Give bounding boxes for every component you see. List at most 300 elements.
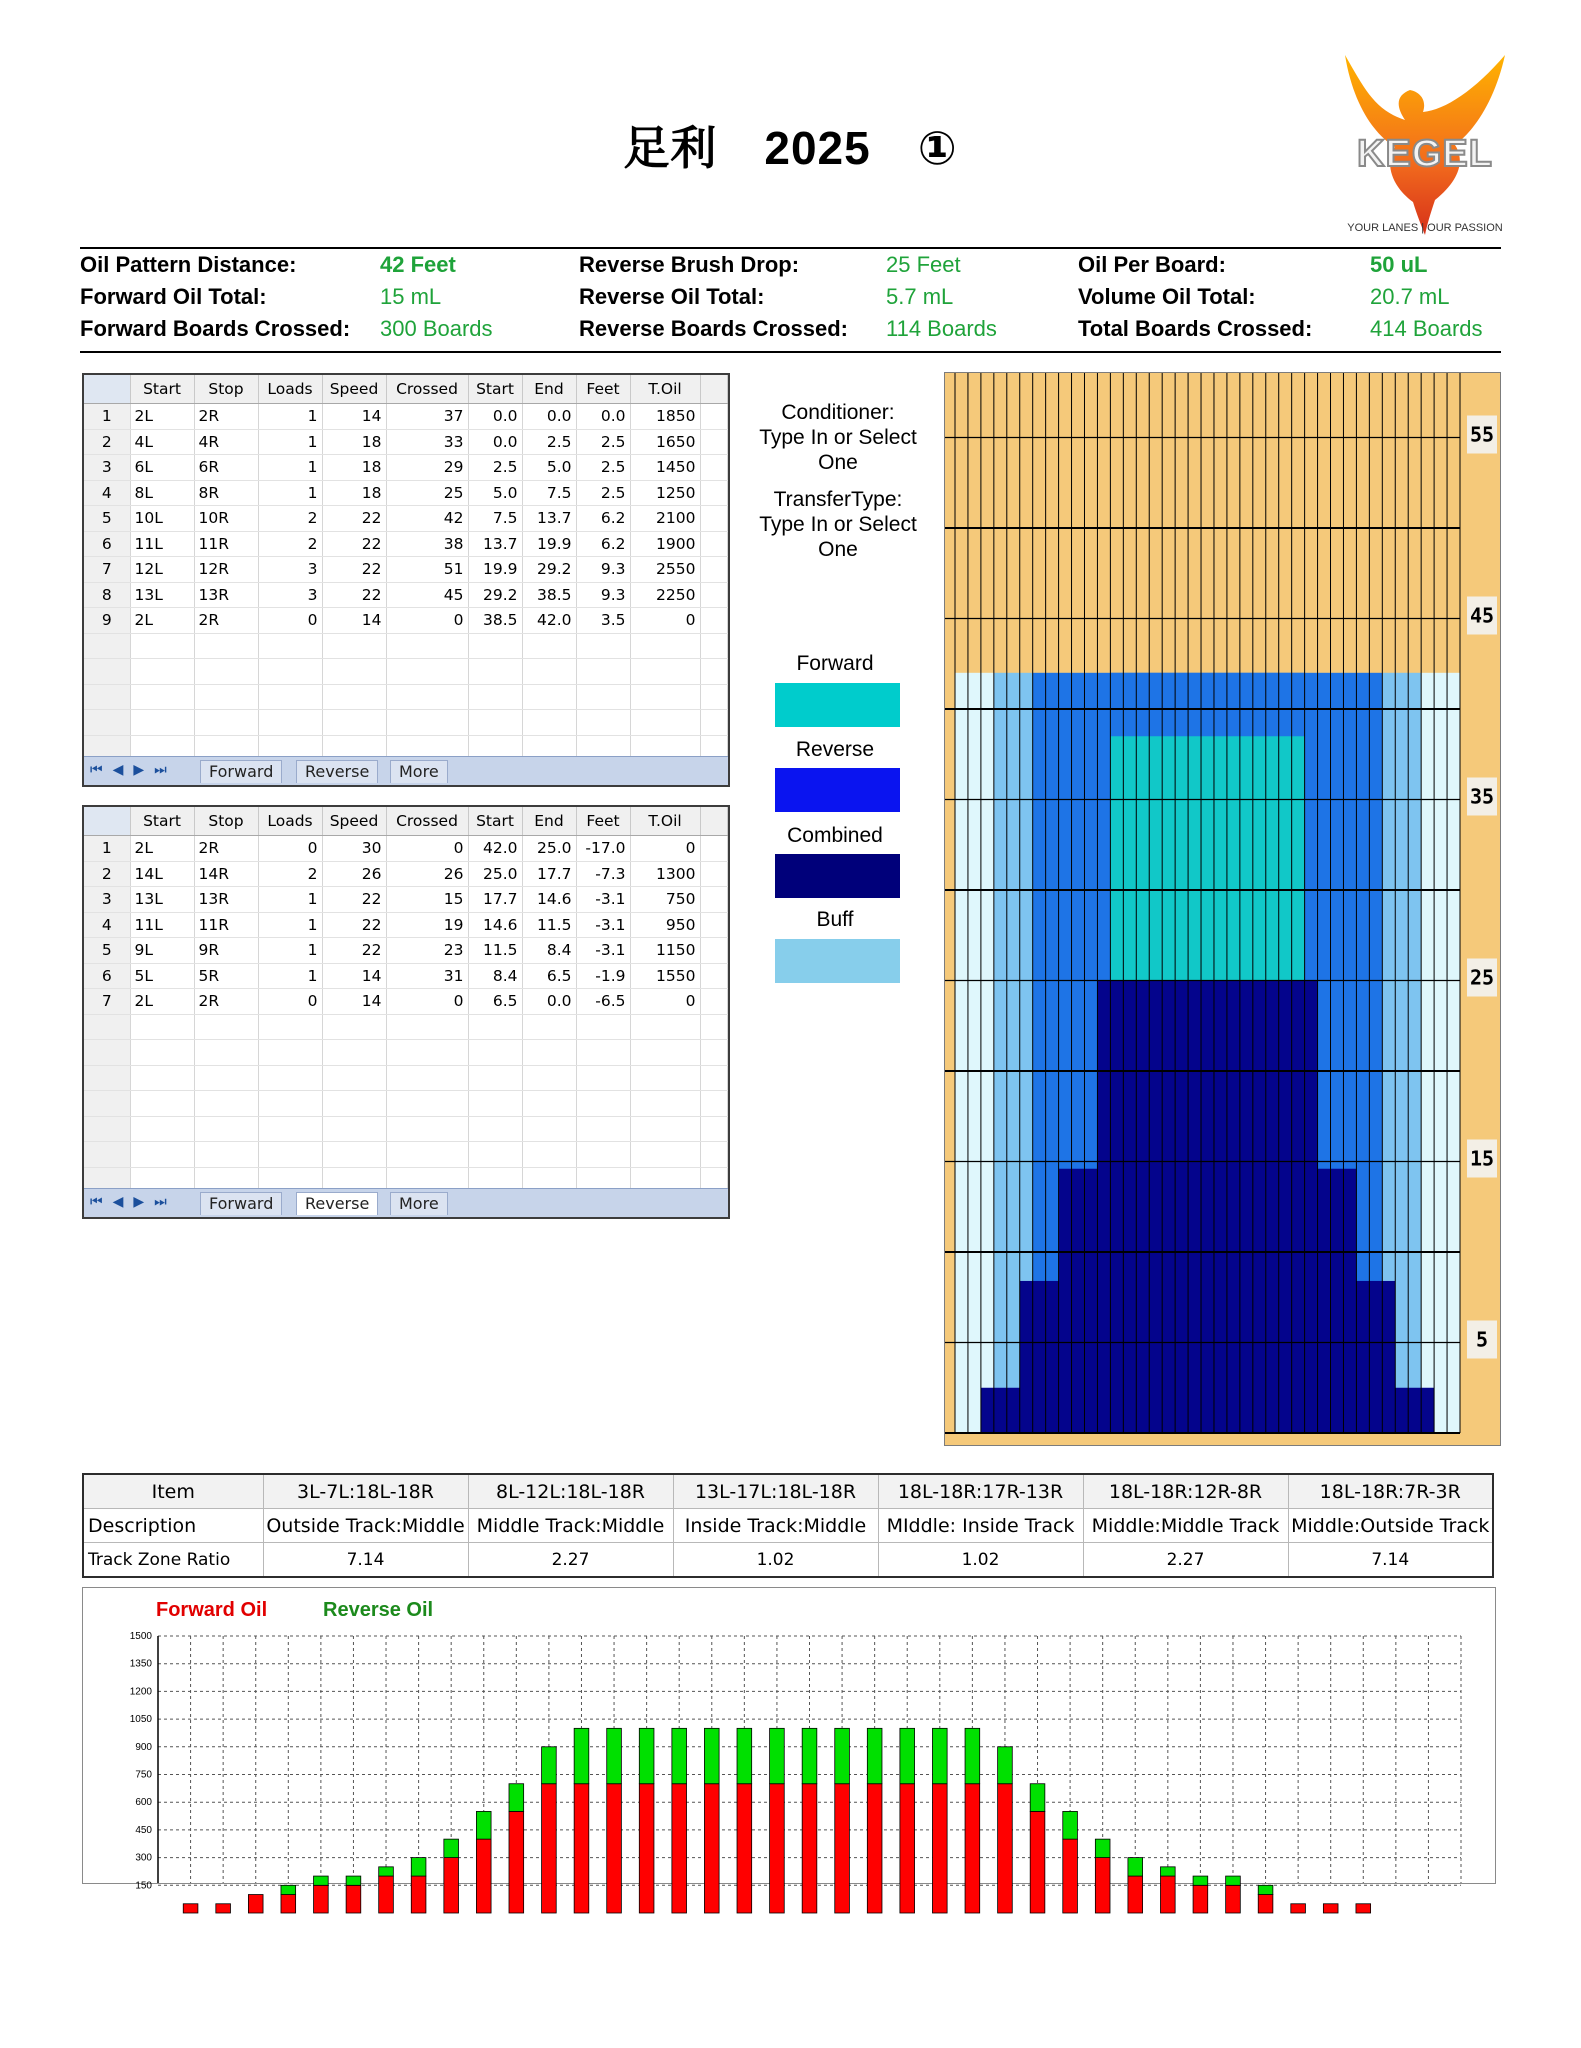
table-cell[interactable]: 18 bbox=[322, 480, 386, 506]
empty-cell[interactable] bbox=[522, 1014, 576, 1040]
forward-oil-total-label: Forward Oil Total: bbox=[80, 284, 267, 309]
table-cell[interactable]: 5.0 bbox=[522, 455, 576, 481]
table-cell[interactable]: 7.5 bbox=[522, 480, 576, 506]
empty-cell[interactable] bbox=[130, 633, 194, 659]
table-cell[interactable]: 1 bbox=[258, 912, 322, 938]
empty-cell[interactable] bbox=[258, 1065, 322, 1091]
empty-cell[interactable] bbox=[322, 710, 386, 736]
empty-cell[interactable] bbox=[130, 1116, 194, 1142]
column-header[interactable]: Feet bbox=[576, 375, 630, 404]
column-header[interactable]: Stop bbox=[194, 807, 258, 836]
table-cell[interactable]: 2250 bbox=[630, 582, 700, 608]
empty-cell[interactable] bbox=[700, 912, 728, 938]
empty-cell[interactable] bbox=[194, 1091, 258, 1117]
empty-cell[interactable] bbox=[194, 1142, 258, 1168]
table-cell[interactable]: 26 bbox=[386, 861, 468, 887]
empty-cell[interactable] bbox=[700, 1014, 728, 1040]
empty-cell[interactable] bbox=[630, 1065, 700, 1091]
empty-cell[interactable] bbox=[576, 1091, 630, 1117]
table-cell[interactable]: 9.3 bbox=[576, 557, 630, 583]
empty-cell[interactable] bbox=[522, 659, 576, 685]
table-cell[interactable]: 14R bbox=[194, 861, 258, 887]
empty-cell[interactable] bbox=[700, 861, 728, 887]
table-cell[interactable]: 14 bbox=[322, 989, 386, 1015]
table-cell[interactable]: 22 bbox=[322, 938, 386, 964]
empty-cell[interactable] bbox=[700, 1065, 728, 1091]
column-header[interactable]: Speed bbox=[322, 807, 386, 836]
table-cell[interactable]: 1450 bbox=[630, 455, 700, 481]
empty-cell[interactable] bbox=[630, 1040, 700, 1066]
table-cell[interactable]: 3 bbox=[258, 557, 322, 583]
empty-cell[interactable] bbox=[322, 1142, 386, 1168]
table-cell[interactable]: 1 bbox=[258, 404, 322, 430]
table-cell[interactable]: -3.1 bbox=[576, 912, 630, 938]
empty-cell[interactable] bbox=[630, 1091, 700, 1117]
table-cell[interactable]: 0.0 bbox=[522, 989, 576, 1015]
empty-cell[interactable] bbox=[700, 1040, 728, 1066]
table-cell[interactable]: 6L bbox=[130, 455, 194, 481]
table-cell[interactable]: 5R bbox=[194, 963, 258, 989]
table-cell[interactable]: 8.4 bbox=[468, 963, 522, 989]
table-cell[interactable]: 18 bbox=[322, 429, 386, 455]
select-all-corner[interactable] bbox=[84, 375, 130, 404]
column-header[interactable]: Crossed bbox=[386, 375, 468, 404]
tab-forward[interactable]: Forward bbox=[200, 1192, 282, 1215]
empty-cell[interactable] bbox=[700, 887, 728, 913]
table-cell[interactable]: 19.9 bbox=[468, 557, 522, 583]
table-cell[interactable]: -3.1 bbox=[576, 938, 630, 964]
row-number: 5 bbox=[84, 938, 130, 964]
empty-cell[interactable] bbox=[576, 1065, 630, 1091]
empty-cell[interactable] bbox=[700, 633, 728, 659]
table-cell[interactable]: 9R bbox=[194, 938, 258, 964]
empty-cell[interactable] bbox=[468, 1091, 522, 1117]
empty-cell[interactable] bbox=[576, 659, 630, 685]
table-cell[interactable]: 1 bbox=[258, 938, 322, 964]
table-cell[interactable]: -3.1 bbox=[576, 887, 630, 913]
table-cell[interactable]: 22 bbox=[322, 531, 386, 557]
table-cell[interactable]: 950 bbox=[630, 912, 700, 938]
table-cell[interactable]: 2550 bbox=[630, 557, 700, 583]
sheet-nav-arrows-icon[interactable]: ⏮◀▶⏭ bbox=[90, 1193, 177, 1209]
table-cell[interactable]: 1900 bbox=[630, 531, 700, 557]
empty-cell[interactable] bbox=[576, 710, 630, 736]
empty-cell[interactable] bbox=[258, 1142, 322, 1168]
table-cell[interactable]: 0.0 bbox=[468, 404, 522, 430]
table-cell[interactable]: 13R bbox=[194, 887, 258, 913]
empty-cell[interactable] bbox=[700, 480, 728, 506]
table-cell[interactable]: 1 bbox=[258, 887, 322, 913]
empty-cell[interactable] bbox=[700, 710, 728, 736]
column-header[interactable]: Start bbox=[468, 375, 522, 404]
empty-cell[interactable] bbox=[258, 684, 322, 710]
empty-cell[interactable] bbox=[386, 1091, 468, 1117]
table-cell[interactable]: 15 bbox=[386, 887, 468, 913]
table-cell[interactable]: 5L bbox=[130, 963, 194, 989]
empty-cell[interactable] bbox=[522, 1065, 576, 1091]
table-cell[interactable]: 17.7 bbox=[468, 887, 522, 913]
table-cell[interactable]: 2100 bbox=[630, 506, 700, 532]
empty-cell[interactable] bbox=[194, 684, 258, 710]
table-cell[interactable]: 0 bbox=[258, 608, 322, 634]
table-cell[interactable]: 18 bbox=[322, 455, 386, 481]
empty-cell[interactable] bbox=[386, 710, 468, 736]
table-cell[interactable]: 1 bbox=[258, 480, 322, 506]
track-zone-cell: Outside Track:Middle bbox=[263, 1509, 468, 1543]
empty-cell[interactable] bbox=[700, 659, 728, 685]
empty-cell[interactable] bbox=[258, 1014, 322, 1040]
table-cell[interactable]: -1.9 bbox=[576, 963, 630, 989]
table-cell[interactable]: 8L bbox=[130, 480, 194, 506]
table-cell[interactable]: 38.5 bbox=[522, 582, 576, 608]
empty-cell[interactable] bbox=[700, 531, 728, 557]
table-cell[interactable]: 1850 bbox=[630, 404, 700, 430]
column-header[interactable]: Feet bbox=[576, 807, 630, 836]
empty-cell[interactable] bbox=[322, 659, 386, 685]
table-cell[interactable]: 0.0 bbox=[522, 404, 576, 430]
table-cell[interactable]: 22 bbox=[322, 557, 386, 583]
empty-cell[interactable] bbox=[576, 1116, 630, 1142]
empty-cell[interactable] bbox=[322, 1040, 386, 1066]
empty-cell[interactable] bbox=[386, 1040, 468, 1066]
empty-cell[interactable] bbox=[700, 963, 728, 989]
empty-cell[interactable] bbox=[130, 710, 194, 736]
column-header[interactable]: Crossed bbox=[386, 807, 468, 836]
empty-cell[interactable] bbox=[386, 1142, 468, 1168]
table-cell[interactable]: 25 bbox=[386, 480, 468, 506]
table-cell[interactable]: 2.5 bbox=[522, 429, 576, 455]
conditioner-field[interactable] bbox=[738, 400, 938, 475]
empty-cell[interactable] bbox=[630, 1142, 700, 1168]
empty-cell[interactable] bbox=[468, 710, 522, 736]
table-cell[interactable]: 2R bbox=[194, 404, 258, 430]
table-cell[interactable]: 2.5 bbox=[468, 455, 522, 481]
tab-reverse[interactable]: Reverse bbox=[296, 760, 378, 783]
table-cell[interactable]: 1550 bbox=[630, 963, 700, 989]
empty-cell[interactable] bbox=[700, 608, 728, 634]
table-cell[interactable]: 2.5 bbox=[576, 480, 630, 506]
column-header[interactable]: T.Oil bbox=[630, 807, 700, 836]
empty-cell[interactable] bbox=[468, 1040, 522, 1066]
table-cell[interactable]: 4R bbox=[194, 429, 258, 455]
table-cell[interactable]: 13.7 bbox=[468, 531, 522, 557]
table-cell[interactable]: 0 bbox=[258, 836, 322, 862]
empty-cell[interactable] bbox=[468, 1142, 522, 1168]
table-cell[interactable]: 23 bbox=[386, 938, 468, 964]
table-cell[interactable]: 0 bbox=[386, 989, 468, 1015]
table-cell[interactable]: 1150 bbox=[630, 938, 700, 964]
feet-label: 45 bbox=[1469, 603, 1495, 628]
table-cell[interactable]: 2L bbox=[130, 836, 194, 862]
table-cell[interactable]: 0.0 bbox=[468, 429, 522, 455]
column-header[interactable]: Start bbox=[130, 807, 194, 836]
table-cell[interactable]: 29.2 bbox=[522, 557, 576, 583]
column-header[interactable]: T.Oil bbox=[630, 375, 700, 404]
empty-cell[interactable] bbox=[576, 1142, 630, 1168]
table-row bbox=[84, 455, 728, 481]
table-cell[interactable]: 5.0 bbox=[468, 480, 522, 506]
empty-cell[interactable] bbox=[258, 633, 322, 659]
track-zone-cell: Middle:Middle Track bbox=[1083, 1509, 1288, 1543]
column-header[interactable]: Start bbox=[468, 807, 522, 836]
empty-cell[interactable] bbox=[258, 659, 322, 685]
empty-cell[interactable] bbox=[700, 557, 728, 583]
table-cell[interactable]: 6.2 bbox=[576, 531, 630, 557]
table-cell[interactable]: 0 bbox=[630, 836, 700, 862]
table-cell[interactable]: -7.3 bbox=[576, 861, 630, 887]
select-all-corner[interactable] bbox=[84, 807, 130, 836]
empty-cell[interactable] bbox=[630, 1116, 700, 1142]
table-cell[interactable]: 9L bbox=[130, 938, 194, 964]
table-cell[interactable]: 7.5 bbox=[468, 506, 522, 532]
empty-cell[interactable] bbox=[468, 1065, 522, 1091]
empty-cell[interactable] bbox=[522, 1091, 576, 1117]
empty-cell[interactable] bbox=[468, 1116, 522, 1142]
empty-cell[interactable] bbox=[576, 684, 630, 710]
empty-cell[interactable] bbox=[700, 938, 728, 964]
empty-cell[interactable] bbox=[700, 1116, 728, 1142]
empty-cell[interactable] bbox=[258, 1116, 322, 1142]
empty-cell[interactable] bbox=[630, 710, 700, 736]
empty-cell[interactable] bbox=[194, 1014, 258, 1040]
table-cell[interactable]: 11.5 bbox=[522, 912, 576, 938]
table-cell[interactable]: 13R bbox=[194, 582, 258, 608]
empty-cell[interactable] bbox=[386, 633, 468, 659]
empty-cell[interactable] bbox=[630, 633, 700, 659]
table-row bbox=[84, 912, 728, 938]
table-cell[interactable]: 11L bbox=[130, 912, 194, 938]
tab-more[interactable]: More bbox=[390, 760, 448, 783]
empty-cell[interactable] bbox=[576, 1040, 630, 1066]
empty-cell[interactable] bbox=[194, 1116, 258, 1142]
table-cell[interactable]: 6.5 bbox=[468, 989, 522, 1015]
table-cell[interactable]: 25.0 bbox=[468, 861, 522, 887]
table-cell[interactable]: 11.5 bbox=[468, 938, 522, 964]
tab-forward[interactable]: Forward bbox=[200, 760, 282, 783]
table-cell[interactable]: 45 bbox=[386, 582, 468, 608]
table-cell[interactable]: 12L bbox=[130, 557, 194, 583]
table-cell[interactable]: 10L bbox=[130, 506, 194, 532]
empty-cell[interactable] bbox=[700, 989, 728, 1015]
empty-cell[interactable] bbox=[700, 455, 728, 481]
empty-cell[interactable] bbox=[130, 1142, 194, 1168]
table-cell[interactable]: 0 bbox=[386, 608, 468, 634]
table-cell[interactable]: 19 bbox=[386, 912, 468, 938]
empty-cell[interactable] bbox=[468, 659, 522, 685]
table-cell[interactable]: 26 bbox=[322, 861, 386, 887]
table-cell[interactable]: 22 bbox=[322, 582, 386, 608]
table-cell[interactable]: 6.5 bbox=[522, 963, 576, 989]
empty-cell[interactable] bbox=[700, 404, 728, 430]
table-cell[interactable]: 0 bbox=[630, 989, 700, 1015]
table-cell[interactable]: 14 bbox=[322, 404, 386, 430]
empty-cell[interactable] bbox=[386, 1014, 468, 1040]
table-cell[interactable]: 2R bbox=[194, 608, 258, 634]
table-cell[interactable]: 0 bbox=[386, 836, 468, 862]
table-cell[interactable]: 42.0 bbox=[522, 608, 576, 634]
empty-cell[interactable] bbox=[322, 1065, 386, 1091]
table-cell[interactable]: 0.0 bbox=[576, 404, 630, 430]
empty-cell[interactable] bbox=[522, 1116, 576, 1142]
empty-cell[interactable] bbox=[630, 684, 700, 710]
table-cell[interactable]: 1 bbox=[258, 963, 322, 989]
empty-cell[interactable] bbox=[322, 684, 386, 710]
table-cell[interactable]: 2 bbox=[258, 861, 322, 887]
empty-cell[interactable] bbox=[468, 684, 522, 710]
table-cell[interactable]: 750 bbox=[630, 887, 700, 913]
column-header[interactable]: Speed bbox=[322, 375, 386, 404]
transfer-type-field[interactable] bbox=[738, 487, 938, 562]
empty-cell[interactable] bbox=[630, 659, 700, 685]
table-cell[interactable]: 31 bbox=[386, 963, 468, 989]
table-cell[interactable]: 2L bbox=[130, 404, 194, 430]
table-cell[interactable]: 25.0 bbox=[522, 836, 576, 862]
empty-cell[interactable] bbox=[258, 1091, 322, 1117]
table-cell[interactable]: 38.5 bbox=[468, 608, 522, 634]
table-cell[interactable]: 17.7 bbox=[522, 861, 576, 887]
empty-cell[interactable] bbox=[386, 684, 468, 710]
empty-cell[interactable] bbox=[386, 1116, 468, 1142]
table-cell[interactable]: 22 bbox=[322, 506, 386, 532]
table-cell[interactable]: 0 bbox=[630, 608, 700, 634]
table-cell[interactable]: 2.5 bbox=[576, 429, 630, 455]
table-cell[interactable]: 2R bbox=[194, 836, 258, 862]
table-cell[interactable]: 1300 bbox=[630, 861, 700, 887]
table-cell[interactable]: 1 bbox=[258, 429, 322, 455]
column-header[interactable]: End bbox=[522, 807, 576, 836]
table-cell[interactable]: 2 bbox=[258, 506, 322, 532]
table-cell[interactable]: 3.5 bbox=[576, 608, 630, 634]
table-cell[interactable]: 14.6 bbox=[522, 887, 576, 913]
table-cell[interactable]: 3 bbox=[258, 582, 322, 608]
empty-cell[interactable] bbox=[700, 429, 728, 455]
forward-oil-bar bbox=[411, 1876, 426, 1913]
table-cell[interactable]: 1650 bbox=[630, 429, 700, 455]
table-cell[interactable]: 9.3 bbox=[576, 582, 630, 608]
table-cell[interactable]: 14 bbox=[322, 963, 386, 989]
table-cell[interactable]: 29 bbox=[386, 455, 468, 481]
tab-more[interactable]: More bbox=[390, 1192, 448, 1215]
table-cell[interactable]: 14.6 bbox=[468, 912, 522, 938]
empty-cell[interactable] bbox=[386, 1065, 468, 1091]
empty-cell[interactable] bbox=[130, 1065, 194, 1091]
empty-cell[interactable] bbox=[130, 1014, 194, 1040]
empty-cell[interactable] bbox=[258, 1040, 322, 1066]
empty-cell[interactable] bbox=[468, 1014, 522, 1040]
table-cell[interactable]: 2L bbox=[130, 989, 194, 1015]
column-header[interactable]: Loads bbox=[258, 375, 322, 404]
table-cell[interactable]: 4L bbox=[130, 429, 194, 455]
empty-cell[interactable] bbox=[700, 684, 728, 710]
table-cell[interactable]: 13L bbox=[130, 887, 194, 913]
empty-cell[interactable] bbox=[322, 1014, 386, 1040]
column-header[interactable]: Start bbox=[130, 375, 194, 404]
table-cell[interactable]: 38 bbox=[386, 531, 468, 557]
table-cell[interactable]: 33 bbox=[386, 429, 468, 455]
table-cell[interactable]: 51 bbox=[386, 557, 468, 583]
empty-cell[interactable] bbox=[522, 710, 576, 736]
empty-cell[interactable] bbox=[576, 1014, 630, 1040]
column-header[interactable]: End bbox=[522, 375, 576, 404]
empty-cell[interactable] bbox=[194, 659, 258, 685]
table-cell[interactable]: 8R bbox=[194, 480, 258, 506]
empty-cell[interactable] bbox=[258, 710, 322, 736]
table-cell[interactable]: 14L bbox=[130, 861, 194, 887]
empty-cell[interactable] bbox=[522, 633, 576, 659]
tab-reverse[interactable]: Reverse bbox=[296, 1192, 378, 1215]
empty-cell[interactable] bbox=[322, 1091, 386, 1117]
table-cell[interactable]: 2R bbox=[194, 989, 258, 1015]
empty-cell[interactable] bbox=[630, 1014, 700, 1040]
table-cell[interactable]: 14 bbox=[322, 608, 386, 634]
empty-cell[interactable] bbox=[522, 1142, 576, 1168]
table-cell[interactable]: 29.2 bbox=[468, 582, 522, 608]
table-cell[interactable]: 11R bbox=[194, 531, 258, 557]
empty-cell[interactable] bbox=[322, 1116, 386, 1142]
table-cell[interactable]: -17.0 bbox=[576, 836, 630, 862]
legend-reverse-oil: Reverse Oil bbox=[323, 1599, 434, 1621]
empty-cell[interactable] bbox=[522, 684, 576, 710]
empty-cell[interactable] bbox=[386, 659, 468, 685]
table-cell[interactable]: 13L bbox=[130, 582, 194, 608]
table-cell[interactable]: 10R bbox=[194, 506, 258, 532]
table-cell[interactable]: 11L bbox=[130, 531, 194, 557]
empty-cell[interactable] bbox=[522, 1040, 576, 1066]
empty-cell[interactable] bbox=[194, 633, 258, 659]
empty-cell[interactable] bbox=[130, 1040, 194, 1066]
empty-cell[interactable] bbox=[130, 659, 194, 685]
empty-cell[interactable] bbox=[194, 710, 258, 736]
table-cell[interactable]: 8.4 bbox=[522, 938, 576, 964]
table-cell[interactable]: 0 bbox=[258, 989, 322, 1015]
sheet-nav-arrows-icon[interactable]: ⏮◀▶⏭ bbox=[90, 761, 177, 777]
empty-cell[interactable] bbox=[194, 1065, 258, 1091]
empty-cell[interactable] bbox=[194, 1040, 258, 1066]
table-cell[interactable]: 1250 bbox=[630, 480, 700, 506]
table-cell[interactable]: 11R bbox=[194, 912, 258, 938]
table-cell[interactable]: 37 bbox=[386, 404, 468, 430]
empty-cell[interactable] bbox=[700, 836, 728, 862]
table-cell[interactable]: 2 bbox=[258, 531, 322, 557]
table-cell[interactable]: 19.9 bbox=[522, 531, 576, 557]
table-cell[interactable]: 13.7 bbox=[522, 506, 576, 532]
table-cell[interactable]: 42 bbox=[386, 506, 468, 532]
table-cell[interactable]: 30 bbox=[322, 836, 386, 862]
empty-cell[interactable] bbox=[700, 582, 728, 608]
y-tick-label: 600 bbox=[135, 1797, 152, 1809]
table-cell[interactable]: 12R bbox=[194, 557, 258, 583]
table-cell[interactable]: 6R bbox=[194, 455, 258, 481]
column-header[interactable]: Stop bbox=[194, 375, 258, 404]
table-cell[interactable]: 22 bbox=[322, 887, 386, 913]
empty-cell[interactable] bbox=[322, 633, 386, 659]
table-cell[interactable]: 1 bbox=[258, 455, 322, 481]
empty-cell[interactable] bbox=[468, 633, 522, 659]
table-cell[interactable]: 42.0 bbox=[468, 836, 522, 862]
table-cell[interactable]: 2L bbox=[130, 608, 194, 634]
empty-cell[interactable] bbox=[576, 633, 630, 659]
table-cell[interactable]: 6.2 bbox=[576, 506, 630, 532]
column-header[interactable]: Loads bbox=[258, 807, 322, 836]
empty-cell[interactable] bbox=[130, 1091, 194, 1117]
empty-cell[interactable] bbox=[700, 1091, 728, 1117]
table-cell[interactable]: 22 bbox=[322, 912, 386, 938]
table-cell[interactable]: -6.5 bbox=[576, 989, 630, 1015]
empty-cell[interactable] bbox=[130, 684, 194, 710]
empty-cell[interactable] bbox=[700, 1142, 728, 1168]
table-cell[interactable]: 2.5 bbox=[576, 455, 630, 481]
empty-cell[interactable] bbox=[700, 506, 728, 532]
